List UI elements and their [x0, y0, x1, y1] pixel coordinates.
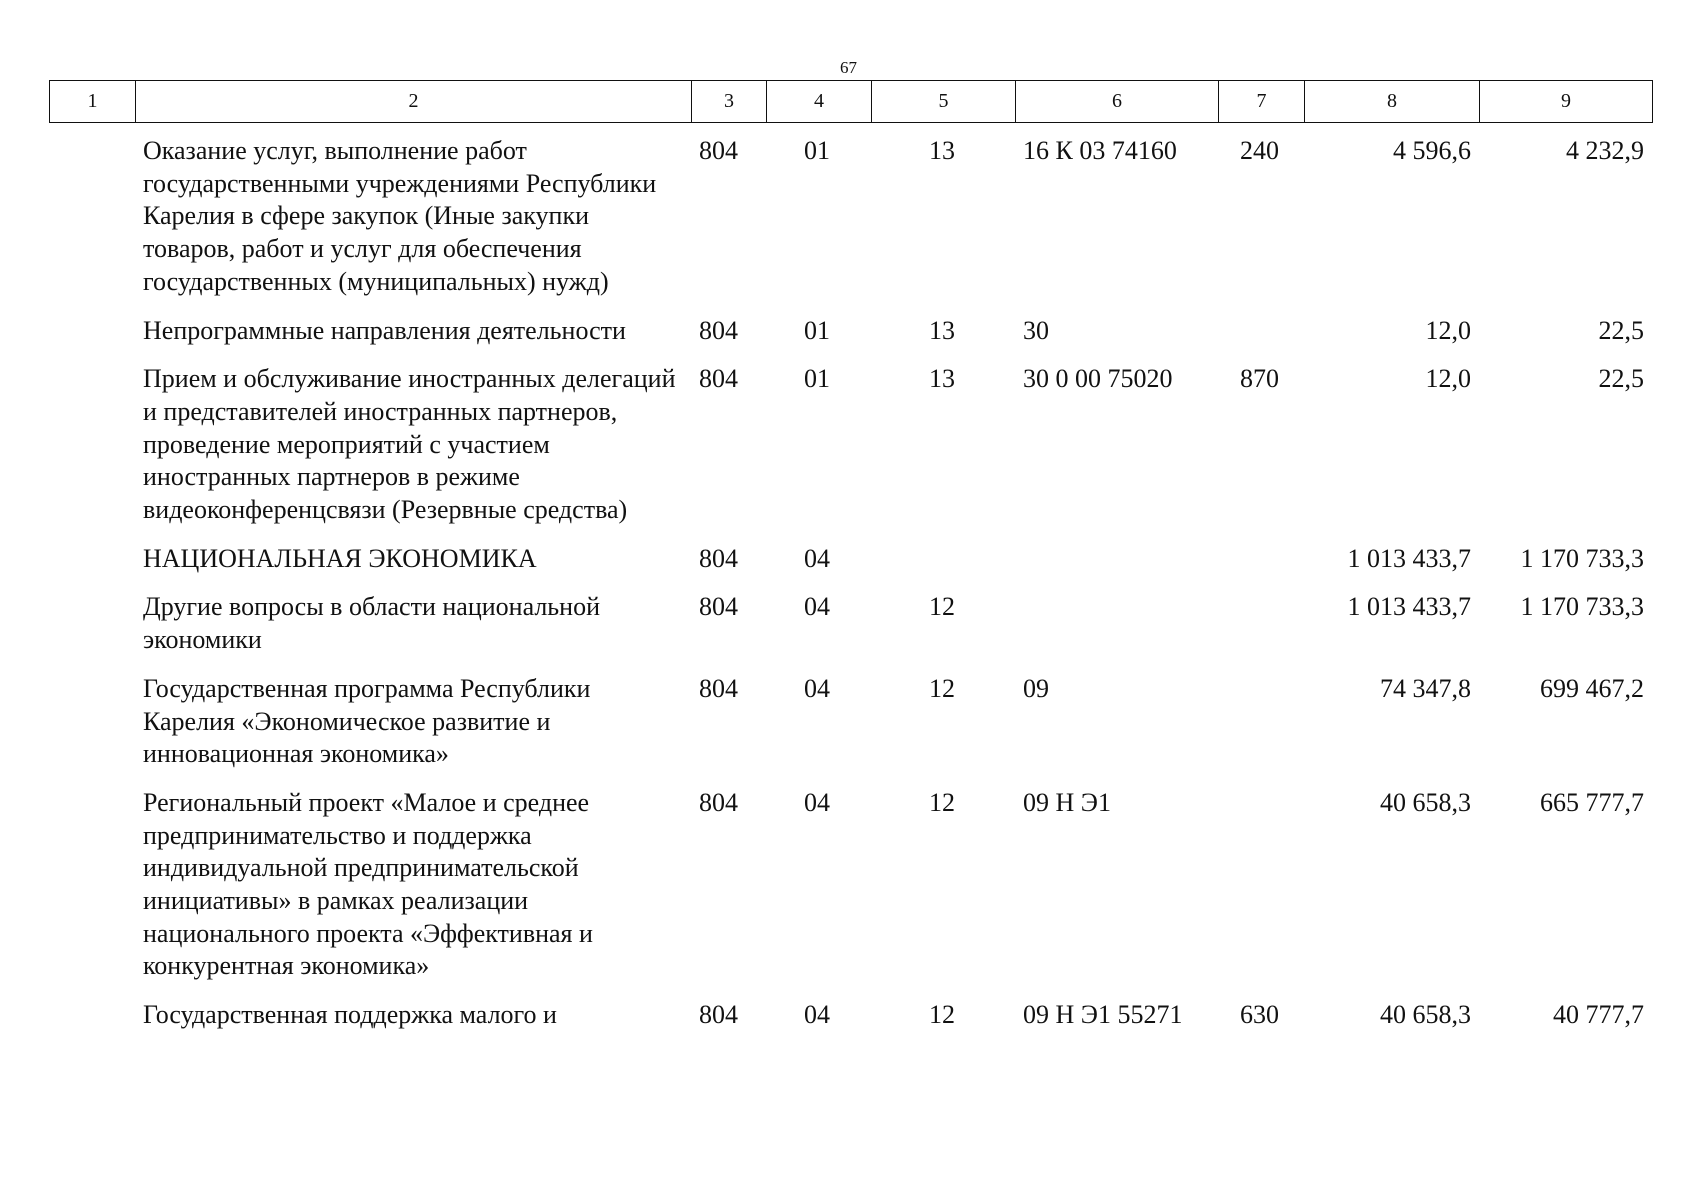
column-header-4: 4	[767, 81, 872, 123]
row-code-6: 30 0 00 75020	[1023, 364, 1173, 394]
page-number: 67	[840, 58, 857, 77]
table-row	[49, 999, 1652, 1048]
table-row	[49, 787, 1652, 999]
row-code-5: 12	[929, 592, 955, 622]
row-code-4: 01	[804, 364, 830, 394]
row-code-5: 13	[929, 136, 955, 165]
row-amount-9: 699 467,2	[1540, 673, 1644, 703]
row-code-6: 16 К 03 74160	[1023, 136, 1177, 165]
row-name: НАЦИОНАЛЬНАЯ ЭКОНОМИКА	[143, 543, 537, 573]
row-amount-9: 4 232,9	[1566, 136, 1644, 165]
row-code-6: 09 Н Э1 55271	[1023, 1000, 1183, 1030]
row-col-1	[49, 363, 135, 543]
row-amount-8: 4 596,6	[1393, 136, 1471, 165]
row-code-5	[871, 543, 1015, 592]
row-code-5: 12	[929, 1000, 955, 1030]
row-code-3: 804	[699, 673, 738, 703]
column-number-header	[49, 80, 1653, 123]
row-code-5: 12	[929, 673, 955, 703]
column-header-3: 3	[692, 81, 767, 123]
row-code-7	[1218, 315, 1304, 364]
row-code-5: 13	[929, 364, 955, 394]
row-col-1	[49, 591, 135, 672]
row-code-4: 04	[804, 592, 830, 622]
row-amount-8: 74 347,8	[1380, 673, 1471, 703]
row-col-1	[49, 135, 135, 315]
row-col-1	[49, 787, 135, 999]
row-code-7: 630	[1240, 1000, 1279, 1030]
row-amount-9: 40 777,7	[1553, 1000, 1644, 1030]
table-row	[49, 135, 1652, 315]
row-code-6	[1015, 543, 1218, 592]
row-amount-8: 1 013 433,7	[1347, 592, 1471, 622]
row-code-3: 804	[699, 787, 738, 817]
row-code-7: 240	[1240, 136, 1279, 165]
row-code-3: 804	[699, 543, 738, 573]
row-name: Региональный проект «Малое и среднее предпринимательство и поддержка индивидуальной предпринимательской инициативы» в рамках реализации национального проекта «Эффективная и конкурентная экономика»	[143, 787, 593, 981]
row-code-4: 04	[804, 543, 830, 573]
row-code-3: 804	[699, 136, 738, 165]
row-amount-9: 22,5	[1598, 364, 1644, 394]
row-code-5: 13	[929, 315, 955, 345]
row-name: Оказание услуг, выполнение работ государственными учреждениями Республики Карелия в сфере закупок (Иные закупки товаров, работ и услуг для обеспечения государственных (муниципальных) нужд)	[143, 136, 657, 296]
column-header-7: 7	[1219, 81, 1305, 123]
row-code-4: 04	[804, 673, 830, 703]
row-amount-8: 40 658,3	[1380, 787, 1471, 817]
row-code-6: 09 Н Э1	[1023, 787, 1111, 817]
row-col-1	[49, 543, 135, 592]
row-code-7	[1218, 673, 1304, 787]
column-header-9: 9	[1480, 81, 1653, 123]
column-header-2: 2	[136, 81, 692, 123]
row-amount-8: 12,0	[1425, 364, 1471, 394]
row-amount-9: 1 170 733,3	[1520, 543, 1644, 573]
row-code-6: 09	[1023, 673, 1049, 703]
row-name: Другие вопросы в области национальной экономики	[143, 592, 600, 655]
row-code-4: 01	[804, 315, 830, 345]
row-amount-9: 1 170 733,3	[1520, 592, 1644, 622]
row-name: Государственная программа Республики Карелия «Экономическое развитие и инновационная экономика»	[143, 673, 591, 769]
column-header-6: 6	[1016, 81, 1219, 123]
table-row	[49, 315, 1652, 364]
row-code-6: 30	[1023, 315, 1049, 345]
table-row	[49, 591, 1652, 672]
column-header-8: 8	[1305, 81, 1480, 123]
row-col-1	[49, 315, 135, 364]
column-header-5: 5	[872, 81, 1016, 123]
row-name: Прием и обслуживание иностранных делегаций и представителей иностранных партнеров, проведение мероприятий с участием иностранных партнеров в режиме видеоконференцсвязи (Резервные средства)	[143, 364, 676, 525]
row-code-7	[1218, 543, 1304, 592]
row-amount-9: 22,5	[1598, 315, 1644, 345]
row-name: Непрограммные направления деятельности	[143, 315, 626, 345]
row-code-7	[1218, 787, 1304, 999]
row-code-3: 804	[699, 315, 738, 345]
column-header-1: 1	[50, 81, 136, 123]
row-amount-8: 40 658,3	[1380, 1000, 1471, 1030]
row-code-6	[1015, 591, 1218, 672]
table-row	[49, 363, 1652, 543]
row-code-3: 804	[699, 1000, 738, 1030]
row-amount-8: 12,0	[1425, 315, 1471, 345]
row-col-1	[49, 673, 135, 787]
row-code-5: 12	[929, 787, 955, 817]
table-row	[49, 673, 1652, 787]
row-code-4: 01	[804, 136, 830, 165]
row-code-7	[1218, 591, 1304, 672]
row-code-3: 804	[699, 592, 738, 622]
row-code-4: 04	[804, 787, 830, 817]
row-col-1	[49, 999, 135, 1048]
row-code-4: 04	[804, 1000, 830, 1030]
row-code-7: 870	[1240, 364, 1279, 394]
row-name: Государственная поддержка малого и	[143, 1000, 557, 1030]
row-amount-9: 665 777,7	[1540, 787, 1644, 817]
table-row	[49, 543, 1652, 592]
row-amount-8: 1 013 433,7	[1347, 543, 1471, 573]
row-code-3: 804	[699, 364, 738, 394]
budget-table-body	[49, 135, 1652, 1048]
